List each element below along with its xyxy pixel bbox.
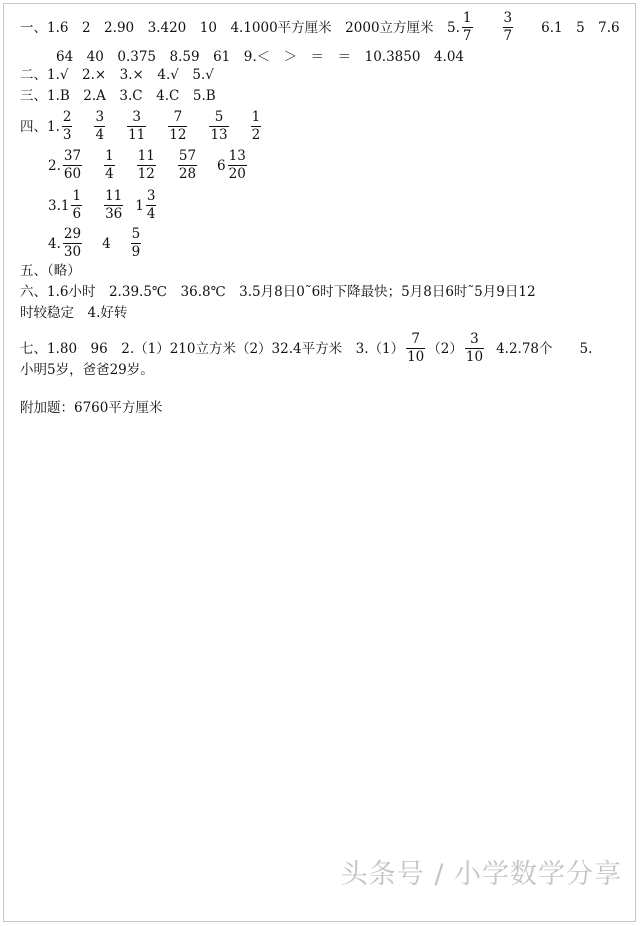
mixed-number: 1 $\frac{3}{4}$ xyxy=(135,188,156,222)
answer-row-1-continued: 64 40 0.375 8.59 61 9.＜ ＞ ＝ ＝ 10.3850 4.04 xyxy=(56,49,465,65)
fraction: $\frac{1}{2}$ xyxy=(251,109,261,143)
answer-row-4-part-1: 四、1. $\frac{2}{3}$ $\frac{3}{4}$ $\frac{3}{11}$ $\frac{7}{12}$ $\frac{5}{13}$ $\frac{1}{2}$ xyxy=(20,109,261,143)
answers-1-part-b: 6.1 5 7.6 xyxy=(541,19,620,36)
bonus-answer: 附加题：6760平方厘米 xyxy=(20,400,163,416)
answers-1-part-a: 一、1.6 2 2.90 3.420 10 4.1000平方厘米 2000立方厘米 5. xyxy=(20,19,460,36)
mixed-number: 1 $\frac{1}{6}$ xyxy=(60,188,82,222)
fraction: $\frac{3}{11}$ xyxy=(128,109,146,143)
answer-row-4-part-3: 3. 1 $\frac{1}{6}$ $\frac{11}{36}$ 1 $\frac{3}{4}$ xyxy=(48,188,626,223)
fraction: $\frac{1}{7}$ xyxy=(462,10,472,44)
fraction: $\frac{5}{13}$ xyxy=(210,109,228,143)
watermark: 头条号 / 小学数学分享 xyxy=(340,859,622,890)
fraction: $\frac{29}{30}$ xyxy=(63,226,82,260)
answer-row-6: 六、1.6小时 2.39.5℃ 36.8℃ 3.5月8日0˜6时下降最快；5月8日6时˜5月9日12 xyxy=(20,284,536,300)
fraction: $\frac{2}{3}$ xyxy=(62,109,72,143)
answer-row-7-continued: 小明5岁，爸爸29岁。 xyxy=(20,362,154,378)
fraction: $\frac{3}{10}$ xyxy=(465,331,484,365)
answer-row-4-part-4: 4. $\frac{29}{30}$ 4 $\frac{5}{9}$ xyxy=(48,226,141,260)
answer-row-4-part-2: 2. $\frac{37}{60}$ $\frac{1}{4}$ $\frac{11}{12}$ $\frac{57}{28}$ 6 $\frac{13}{20}$ xyxy=(48,148,626,183)
fraction: $\frac{11}{12}$ xyxy=(137,148,155,182)
answer-row-5: 五、（略） xyxy=(20,263,81,279)
fraction: $\frac{5}{9}$ xyxy=(131,226,141,260)
fraction: $\frac{11}{36}$ xyxy=(105,188,123,222)
fraction: $\frac{1}{4}$ xyxy=(105,148,114,182)
answer-row-1 xyxy=(20,10,626,45)
answer-row-2: 二、1.√ 2.× 3.× 4.√ 5.√ xyxy=(20,67,214,83)
fraction: $\frac{3}{7}$ xyxy=(503,10,513,44)
fraction: $\frac{3}{4}$ xyxy=(95,109,105,143)
answer-row-6-continued: 时较稳定 4.好转 xyxy=(20,305,128,321)
fraction: $\frac{57}{28}$ xyxy=(178,148,197,182)
fraction: $\frac{37}{60}$ xyxy=(63,148,82,182)
answer-row-7: 七、1.80 96 2.（1）210立方米（2）32.4平方米 3.（1） $\frac{7}{10}$ （2） $\frac{3}{10}$ 4.2.78个 5. xyxy=(20,331,593,365)
mixed-number: 6 $\frac{13}{20}$ xyxy=(217,148,246,182)
fraction: $\frac{7}{10}$ xyxy=(407,331,425,365)
answer-row-3: 三、1.B 2.A 3.C 4.C 5.B xyxy=(20,88,216,104)
fraction: $\frac{7}{12}$ xyxy=(169,109,187,143)
